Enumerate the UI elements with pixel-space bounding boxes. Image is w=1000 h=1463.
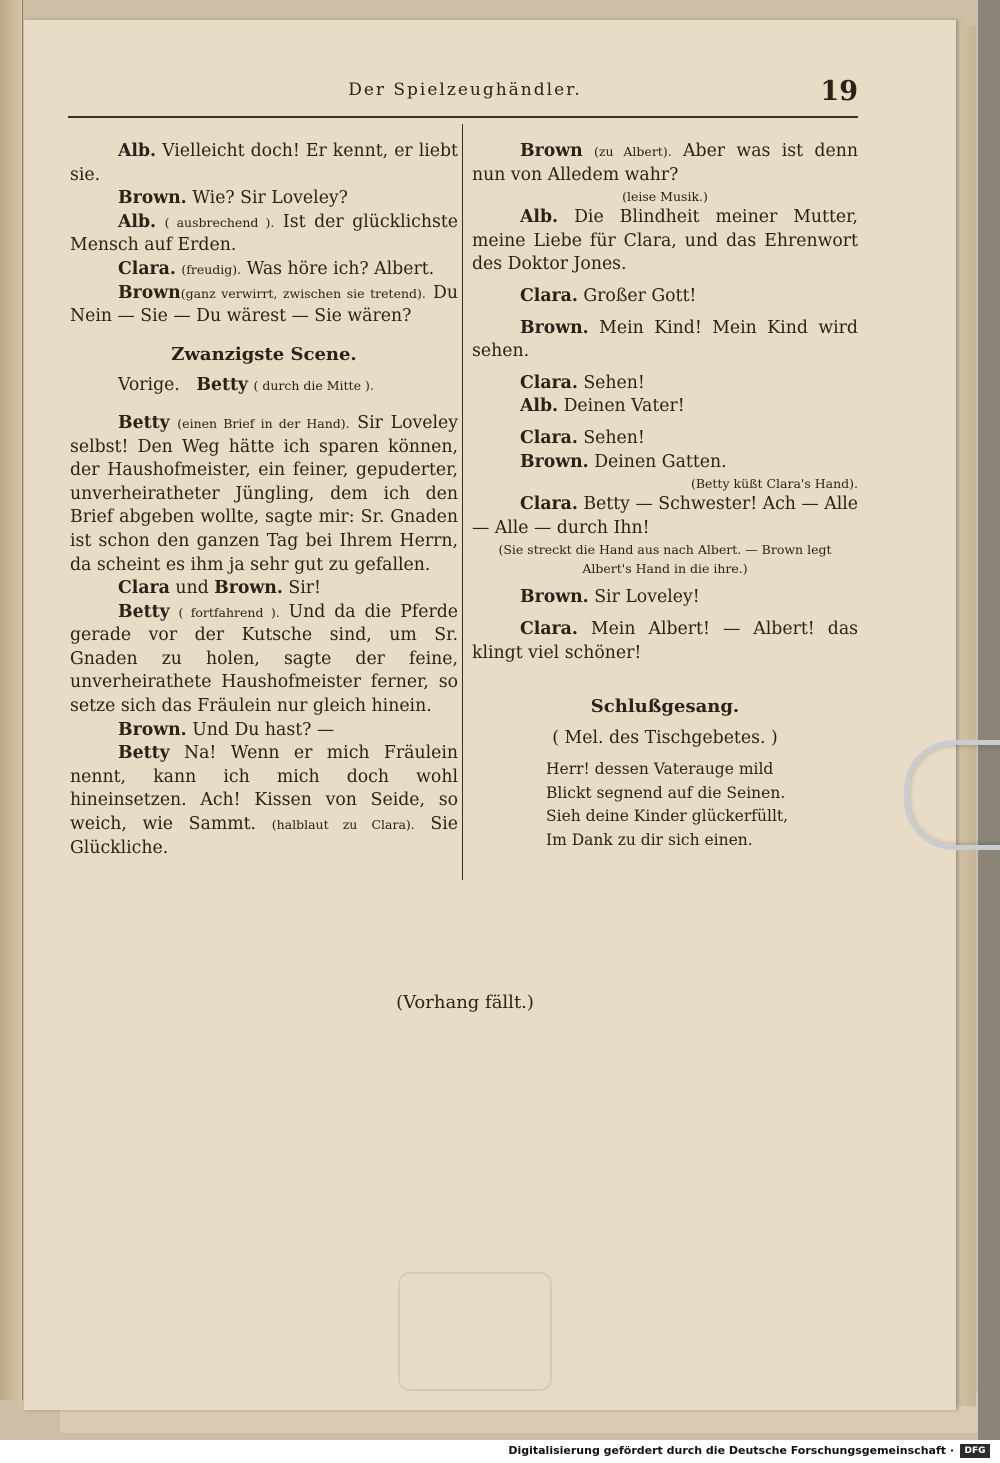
speaker-name: Brown. [214,578,283,599]
speaker-name: Brown. [118,719,187,740]
dialogue-text: Sie Glückliche. [70,814,459,858]
dialogue-text: Und Du hast? — [192,719,335,740]
dialogue-line [472,206,858,277]
speaker-name: Clara. [520,494,578,515]
left-column [70,140,458,860]
dialogue-line [472,395,858,419]
speaker-name: Brown. [520,587,589,608]
dialogue-line [70,412,458,577]
footer-bar [0,1440,1000,1463]
dialogue-line [70,282,458,329]
dialogue-text: Ist der glücklichste Mensch auf Erden. [70,211,458,256]
page-right-edge [956,26,976,1406]
dialogue-line [472,618,858,665]
dialogue-line [472,140,858,187]
dialogue-text: Na! Wenn er mich Fräulein nennt, kann ich mich doch wohl hineinsetzen. Ach! Kissen von Seide, so weich, wie Sammt. [70,743,458,835]
spacer [472,419,858,427]
dialogue-line [472,427,858,451]
curtain-note: (Vorhang fällt.) [396,992,534,1013]
stage-direction: ( durch die Mitte ). [253,378,374,394]
dialogue-text: Sehen! [583,372,645,393]
spacer [70,398,458,412]
speaker-name: Betty [118,601,170,622]
spacer [472,750,858,758]
speaker-name: Brown. [520,451,589,472]
speaker-name: Alb. [520,207,559,228]
speaker-name: Alb. [118,211,157,232]
page-number: 19 [820,76,858,107]
dialogue-line [70,211,458,258]
library-stamp [398,1272,552,1391]
stage-direction: (zu Albert). [594,144,672,159]
speaker-name: Alb. [118,141,157,161]
dialogue-line [472,317,858,364]
dialogue-text: Betty — Schwester! Ach — Alle — Alle — durch Ihn! [472,494,858,538]
verse-line: Blickt segnend auf die Seinen. [546,783,786,802]
speaker-name: Brown [118,282,181,303]
speaker-name: Brown. [118,188,187,209]
header-rule [68,116,858,118]
stage-direction: (halblaut zu Clara). [271,817,415,833]
verse-line: Herr! dessen Vaterauge mild [546,760,774,779]
dialogue-line [472,451,858,475]
speaker-name: Betty [118,743,170,764]
verse-line: Im Dank zu dir sich einen. [546,831,753,850]
spacer [472,309,858,317]
song-verse [546,758,858,852]
dialogue-text: Aber was ist denn nun von Alledem wahr? [472,141,858,185]
dialogue-text: Sir Loveley selbst! Den Weg hätte ich sparen können, der Haushofmeister, ein feiner, gepuderter, unverheiratheter Jüngling, dem ich den Brief abgeben wollte, sagte mir: Sr. Gnaden ist schon den ganzen Tag bei Ihrem Herrn, da scheint es ihm ja sehr gut zu gefallen. [70,412,458,575]
spacer [472,578,858,586]
spacer [472,364,858,372]
stage-direction: (Betty küßt Clara's Hand). [690,476,858,492]
speaker-name: Clara. [118,258,176,279]
cast-line [70,374,458,398]
stage-direction: (leise Musik.) [622,189,708,205]
dialogue-text: Deinen Gatten. [594,451,727,472]
speaker-name: Brown. [520,317,589,338]
dialogue-text: Deinen Vater! [563,396,685,417]
dialogue-line [472,285,858,309]
melody-note: ( Mel. des Tischgebetes. ) [552,727,778,748]
dialogue-line [70,719,458,743]
dialogue-text: Vielleicht doch! Er kennt, er liebt sie. [70,141,458,185]
dialogue-text: Mein Kind! Mein Kind wird sehen. [472,317,858,362]
dialogue-text: Mein Albert! — Albert! das klingt viel schöner! [472,618,858,663]
stage-direction: (ganz verwirrt, zwischen sie tretend). [180,285,426,301]
paper-clip [904,740,1000,850]
stage-direction: ( ausbrechend ). [164,214,275,230]
cast-prefix: Vorige. [118,375,180,396]
stage-direction: ( fortfahrend ). [178,604,280,620]
dialogue-text: Und da die Pferde gerade vor der Kutsche sind, um Sr. Gnaden zu holen, sagte der feine, unverheirathete Haushofmeister ferner, so setze sich das Fräulein nur gleich hinein. [70,601,458,717]
dialogue-text: Sir! [288,578,321,599]
speaker-name: Betty [118,412,170,433]
dialogue-line [70,258,458,282]
speaker-name: Clara. [520,285,578,306]
column-divider [462,124,463,880]
speaker-name: Clara [118,578,170,599]
stage-direction: (Sie streckt die Hand aus nach Albert. — Brown legt Albert's Hand in die ihre.) [498,542,832,577]
speaker-name: Brown [520,141,583,161]
funding-credit: Digitalisierung gefördert durch die Deutsche Forschungsgemeinschaft · [508,1444,954,1457]
dialogue-text: Die Blindheit meiner Mutter, meine Liebe für Clara, und das Ehrenwort des Doktor Jones. [472,207,858,275]
stage-direction: (freudig). [181,261,242,277]
dialogue-line [472,586,858,610]
dialogue-line [70,742,458,860]
dialogue-line [70,577,458,601]
dialogue-text: Was höre ich? Albert. [246,258,435,279]
conjunction: und [175,578,209,599]
dialogue-text: Sehen! [583,427,645,448]
song-title: Schlußgesang. [590,696,740,718]
previous-page-edge [0,0,23,1400]
dialogue-line [70,187,458,211]
dialogue-line [70,140,458,187]
dialogue-text: Großer Gott! [583,285,697,306]
running-title: Der Spielzeughändler. [348,80,582,100]
speaker-name: Clara. [520,372,578,393]
dialogue-text: Sir Loveley! [594,587,700,608]
stage-direction: (einen Brief in der Hand). [177,415,350,431]
speaker-name: Clara. [520,618,578,639]
speaker-name: Alb. [520,396,559,417]
spacer [472,610,858,618]
speaker-name: Betty [196,375,248,396]
dialogue-text: Du Nein — Sie — Du wärest — Sie wären? [70,282,458,327]
verse-line: Sieh deine Kinder glückerfüllt, [546,807,789,826]
dfg-logo: DFG [960,1444,990,1458]
dialogue-line [472,493,858,540]
dialogue-line [70,601,458,719]
dialogue-text: Wie? Sir Loveley? [192,188,348,209]
speaker-name: Clara. [520,427,578,448]
scene-title: Zwanzigste Scene. [171,343,357,365]
right-column [472,140,858,853]
dialogue-line [472,372,858,396]
spacer [472,277,858,285]
